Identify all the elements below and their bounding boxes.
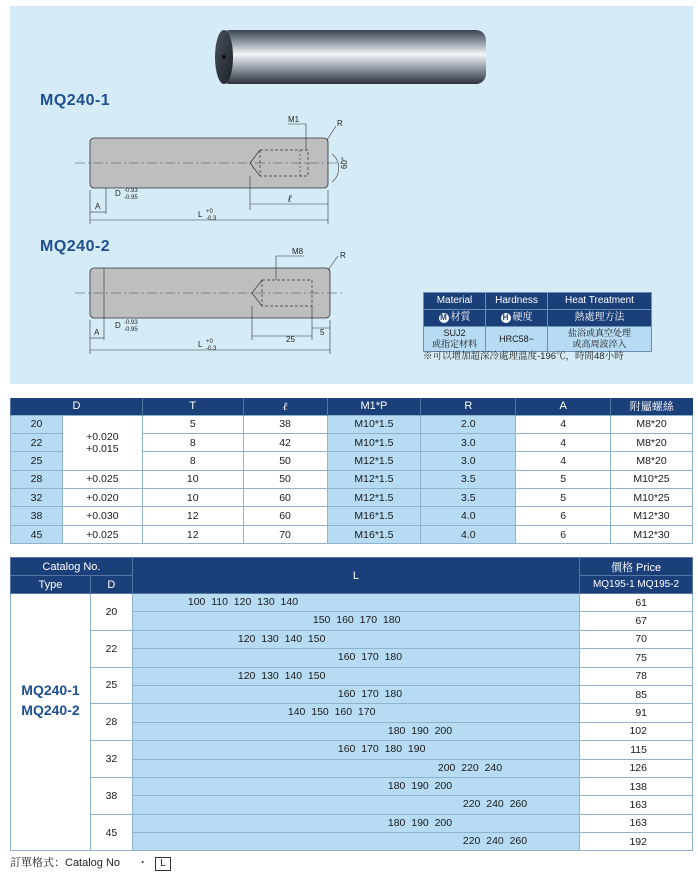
l-values: 160 170 180 <box>337 687 403 700</box>
cell-d: 32 <box>11 489 63 507</box>
cell-price: 138 <box>580 777 693 795</box>
tolerance-value: +0.020 <box>86 491 119 504</box>
cell-tolerance <box>62 489 142 507</box>
cell-m1p: M10*1.5 <box>327 415 421 433</box>
spec-table <box>423 292 652 352</box>
cell-t: 10 <box>142 470 243 488</box>
cell-l <box>132 741 579 759</box>
label-m1: M1 <box>288 116 300 124</box>
cell-price: 102 <box>580 722 693 740</box>
l-values: 100 110 120 130 140 <box>187 596 299 608</box>
cell-screw: M8*20 <box>611 415 693 433</box>
table-row <box>11 667 693 685</box>
cell-d: 25 <box>90 667 132 704</box>
cell-r: 3.5 <box>421 489 516 507</box>
cell-l <box>132 612 579 630</box>
table-row <box>11 415 693 433</box>
cell-screw: M12*30 <box>611 507 693 525</box>
cell-a: 4 <box>516 415 611 433</box>
cell-price: 115 <box>580 741 693 759</box>
table-row <box>11 741 693 759</box>
material-zh: 材質 <box>450 312 471 323</box>
drawing-panel <box>10 6 693 384</box>
cell-l <box>132 704 579 722</box>
cell-r: 4.0 <box>421 507 516 525</box>
cell-a: 6 <box>516 507 611 525</box>
cell-l <box>132 685 579 703</box>
catalog-no-header: Catalog No. <box>11 558 133 576</box>
cell-t: 8 <box>142 452 243 470</box>
cell-screw: M8*20 <box>611 452 693 470</box>
cell-m1p: M12*1.5 <box>327 489 421 507</box>
tolerance-value: +0.020 <box>86 430 119 443</box>
table-row <box>11 507 693 525</box>
order-box: L <box>155 857 171 871</box>
cell-price: 78 <box>580 667 693 685</box>
hardness-zh: 硬度 <box>512 312 533 323</box>
label-25: 25 <box>286 335 295 344</box>
cell-r: 4.0 <box>421 525 516 543</box>
heat-zh: 熱處理方法 <box>548 310 652 327</box>
cell-price: 163 <box>580 814 693 832</box>
cell-price: 163 <box>580 796 693 814</box>
l-values: 180 190 200 <box>387 816 453 829</box>
l-values: 160 170 180 190 <box>337 743 426 756</box>
cell-l <box>132 777 579 795</box>
price-table <box>10 557 693 851</box>
label-l1-low: -0.3 <box>206 216 217 222</box>
dimension-table <box>10 398 693 544</box>
spec-header-hardness: Hardness <box>486 293 548 310</box>
cell-d: 20 <box>11 415 63 433</box>
table-row <box>11 814 693 832</box>
spec-header-heat: Heat Treatment <box>548 293 652 310</box>
l-values: 160 170 180 <box>337 651 403 664</box>
label-d2: D <box>115 321 121 330</box>
label-m8: M8 <box>292 248 304 256</box>
material-val-2: 或指定材料 <box>431 339 477 349</box>
label-d1: D <box>115 189 121 198</box>
cell-price: 192 <box>580 833 693 851</box>
l-values: 120 130 140 150 <box>237 632 326 645</box>
cell-screw: M8*20 <box>611 433 693 451</box>
label-r1: R <box>337 119 343 128</box>
cell-price: 85 <box>580 685 693 703</box>
l-header: L <box>132 558 579 594</box>
cell-a: 5 <box>516 470 611 488</box>
cell-l <box>132 814 579 832</box>
cell-ell: 60 <box>243 507 327 525</box>
cell-l <box>132 796 579 814</box>
label-l2-up: +0 <box>206 339 213 345</box>
material-val-1: SUJ2 <box>443 328 466 338</box>
d-header: D <box>90 576 132 594</box>
hardness-badge-icon: H <box>501 313 511 323</box>
label-d1-up: -0.93 <box>124 188 138 194</box>
l-values: 220 240 260 <box>462 798 528 811</box>
label-a1: A <box>95 202 101 211</box>
model-title-1: MQ240-1 <box>40 92 111 109</box>
cell-t: 8 <box>142 433 243 451</box>
cell-a: 4 <box>516 433 611 451</box>
label-l1: L <box>198 210 203 219</box>
material-badge-icon: M <box>440 313 447 322</box>
col-t: T <box>142 398 243 415</box>
label-l2: L <box>198 340 203 349</box>
cell-m1p: M12*1.5 <box>327 470 421 488</box>
l-values: 140 150 160 170 <box>287 706 376 719</box>
label-r2: R <box>340 251 346 260</box>
model-title-2: MQ240-2 <box>40 238 111 255</box>
table-row <box>11 630 693 648</box>
cell-l <box>132 594 579 612</box>
order-format <box>10 854 171 871</box>
label-a2: A <box>94 328 100 337</box>
cell-l <box>132 630 579 648</box>
cell-ell: 70 <box>243 525 327 543</box>
l-values: 120 130 140 150 <box>237 669 326 682</box>
cell-a: 5 <box>516 489 611 507</box>
technical-drawing-1 <box>70 116 370 226</box>
cell-d: 45 <box>11 525 63 543</box>
label-angle: 60° <box>340 156 349 169</box>
table-row <box>11 470 693 488</box>
cell-t: 12 <box>142 507 243 525</box>
heat-val-2: 或高周波淬入 <box>572 339 627 349</box>
table-row <box>11 489 693 507</box>
col-screw: 附屬螺絲 <box>611 398 693 415</box>
cell-price: 70 <box>580 630 693 648</box>
cell-tolerance <box>62 525 142 543</box>
label-l1-up: +0 <box>206 209 213 215</box>
cell-t: 5 <box>142 415 243 433</box>
cell-d: 22 <box>11 433 63 451</box>
cell-screw: M10*25 <box>611 470 693 488</box>
table-row <box>11 777 693 795</box>
cell-d: 25 <box>11 452 63 470</box>
spec-note: ※可以增加超深冷處理溫度-196℃，時間48小時 <box>423 351 624 362</box>
cell-d: 22 <box>90 630 132 667</box>
l-values: 180 190 200 <box>387 779 453 792</box>
cell-price: 61 <box>580 594 693 612</box>
tolerance-value: +0.015 <box>86 442 119 455</box>
cell-r: 2.0 <box>421 415 516 433</box>
type-line-1: MQ240-1 <box>21 682 80 698</box>
label-d2-up: -0.93 <box>124 320 138 326</box>
cell-l <box>132 833 579 851</box>
cell-ell: 60 <box>243 489 327 507</box>
cell-ell: 50 <box>243 452 327 470</box>
col-m1p: M1*P <box>327 398 421 415</box>
cell-a: 6 <box>516 525 611 543</box>
cell-price: 67 <box>580 612 693 630</box>
cell-price: 75 <box>580 649 693 667</box>
cell-t: 12 <box>142 525 243 543</box>
cell-t: 10 <box>142 489 243 507</box>
cell-m1p: M10*1.5 <box>327 433 421 451</box>
cell-d: 20 <box>90 594 132 631</box>
cell-r: 3.0 <box>421 452 516 470</box>
col-ell: ℓ <box>243 398 327 415</box>
tolerance-value: +0.025 <box>86 473 119 486</box>
heat-val-1: 盐浴或真空处理 <box>567 328 631 338</box>
price-sub-header: MQ195-1 MQ195-2 <box>580 576 693 594</box>
cell-l <box>132 667 579 685</box>
technical-drawing-2 <box>70 248 370 358</box>
cell-ell: 38 <box>243 415 327 433</box>
label-l2-low: -0.3 <box>206 346 217 352</box>
cell-price: 126 <box>580 759 693 777</box>
hardness-val: HRC58~ <box>486 327 548 352</box>
label-5: 5 <box>320 328 325 337</box>
cell-a: 4 <box>516 452 611 470</box>
cell-d: 28 <box>11 470 63 488</box>
cell-r: 3.0 <box>421 433 516 451</box>
l-values: 150 160 170 180 <box>312 614 401 627</box>
cell-d: 45 <box>90 814 132 851</box>
cell-tolerance <box>62 415 142 470</box>
label-ell1: ℓ <box>288 194 292 205</box>
label-d1-low: -0.95 <box>124 195 138 201</box>
cell-m1p: M16*1.5 <box>327 507 421 525</box>
cell-screw: M12*30 <box>611 525 693 543</box>
rod-photo <box>210 24 495 90</box>
type-header: Type <box>11 576 91 594</box>
cell-ell: 50 <box>243 470 327 488</box>
col-r: R <box>421 398 516 415</box>
table-row <box>11 594 693 612</box>
cell-d: 28 <box>90 704 132 741</box>
table-row <box>11 525 693 543</box>
cell-d: 38 <box>90 777 132 814</box>
cell-m1p: M16*1.5 <box>327 525 421 543</box>
order-label: 訂單格式：Catalog No <box>10 857 121 869</box>
type-cell <box>11 594 91 851</box>
cell-m1p: M12*1.5 <box>327 452 421 470</box>
type-line-2: MQ240-2 <box>21 702 80 718</box>
cell-l <box>132 649 579 667</box>
cell-l <box>132 759 579 777</box>
cell-r: 3.5 <box>421 470 516 488</box>
cell-d: 32 <box>90 741 132 778</box>
l-values: 220 240 260 <box>462 835 528 848</box>
table-row <box>11 704 693 722</box>
col-d: D <box>11 398 143 415</box>
cell-tolerance <box>62 470 142 488</box>
cell-tolerance <box>62 507 142 525</box>
tolerance-value: +0.030 <box>86 510 119 523</box>
price-header: 價格 Price <box>580 558 693 576</box>
col-a: A <box>516 398 611 415</box>
cell-screw: M10*25 <box>611 489 693 507</box>
l-values: 200 220 240 <box>437 761 503 774</box>
cell-ell: 42 <box>243 433 327 451</box>
cell-price: 91 <box>580 704 693 722</box>
spec-header-material: Material <box>424 293 486 310</box>
tolerance-value: +0.025 <box>86 528 119 541</box>
l-values: 180 190 200 <box>387 724 453 737</box>
cell-l <box>132 722 579 740</box>
cell-d: 38 <box>11 507 63 525</box>
label-d2-low: -0.95 <box>124 327 138 333</box>
order-dot: ・ <box>137 857 149 869</box>
